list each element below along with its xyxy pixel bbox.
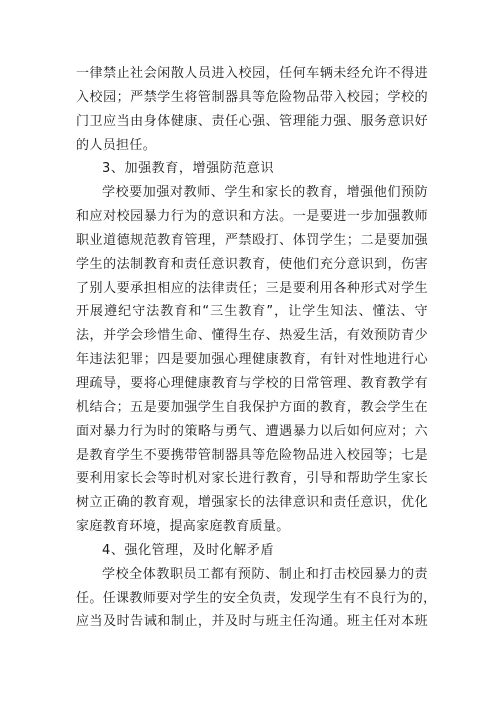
paragraph-1-line-1: 一律禁止社会闲散人员进入校园，任何车辆未经允许不得进: [76, 66, 428, 81]
paragraph-2-line-10: 机结合；五是要加强学生自我保护方面的教育，教会学生在: [76, 399, 428, 415]
paragraph-2-line-14: 树立正确的教育观，增强家长的法律意识和责任意识，优化: [76, 495, 428, 511]
section-4-heading: 4、强化管理，及时化解矛盾: [102, 542, 275, 558]
paragraph-2-line-4: 学生的法制教育和责任意识教育，使他们充分意识到，伤害: [76, 256, 428, 272]
paragraph-2-line-6: 开展遵纪守法教育和“三生教育”，让学生知法、懂法、守: [76, 304, 428, 320]
paragraph-2-line-2: 和应对校园暴力行为的意识和方法。一是要进一步加强教师: [76, 209, 428, 225]
paragraph-2-line-7: 法，并学会珍惜生命、懂得生存、热爱生活，有效预防青少: [76, 328, 428, 344]
paragraph-3-line-1: 学校全体教职员工都有预防、制止和打击校园暴力的责: [102, 566, 428, 582]
section-3-heading: 3、加强教育，增强防范意识: [102, 161, 275, 177]
paragraph-3-line-2: 任。任课教师要对学生的安全负责，发现学生有不良行为的，: [76, 590, 437, 606]
paragraph-2-line-3: 职业道德规范教育管理，严禁殴打、体罚学生；二是要加强: [76, 232, 428, 248]
paragraph-2-line-13: 要利用家长会等时机对家长进行教育，引导和帮助学生家长: [76, 471, 428, 487]
paragraph-2-line-1: 学校要加强对教师、学生和家长的教育，增强他们预防: [102, 185, 428, 201]
paragraph-2-line-12: 是教育学生不要携带管制器具等危险物品进入校园等；七是: [76, 447, 428, 463]
paragraph-1-line-4: 的人员担任。: [76, 137, 157, 153]
paragraph-2-line-9: 理疏导，要将心理健康教育与学校的日常管理、教育教学有: [76, 375, 428, 391]
document-body: [76, 62, 437, 634]
paragraph-2-line-5: 了别人要承担相应的法律责任；三是要利用各种形式对学生: [76, 280, 428, 296]
paragraph-1-line-2: 入校园；严禁学生将管制器具等危险物品带入校园；学校的: [76, 89, 428, 105]
paragraph-2-line-8: 年违法犯罪；四是要加强心理健康教育，有针对性地进行心: [76, 352, 428, 368]
paragraph-1-line-3: 门卫应当由身体健康、责任心强、管理能力强、服务意识好: [76, 113, 428, 129]
paragraph-2-line-15: 家庭教育环境，提高家庭教育质量。: [76, 519, 290, 535]
paragraph-2-line-11: 面对暴力行为时的策略与勇气、遭遇暴力以后如何应对；六: [76, 423, 428, 439]
paragraph-3-line-3: 应当及时告诫和制止，并及时与班主任沟通。班主任对本班: [76, 614, 428, 630]
